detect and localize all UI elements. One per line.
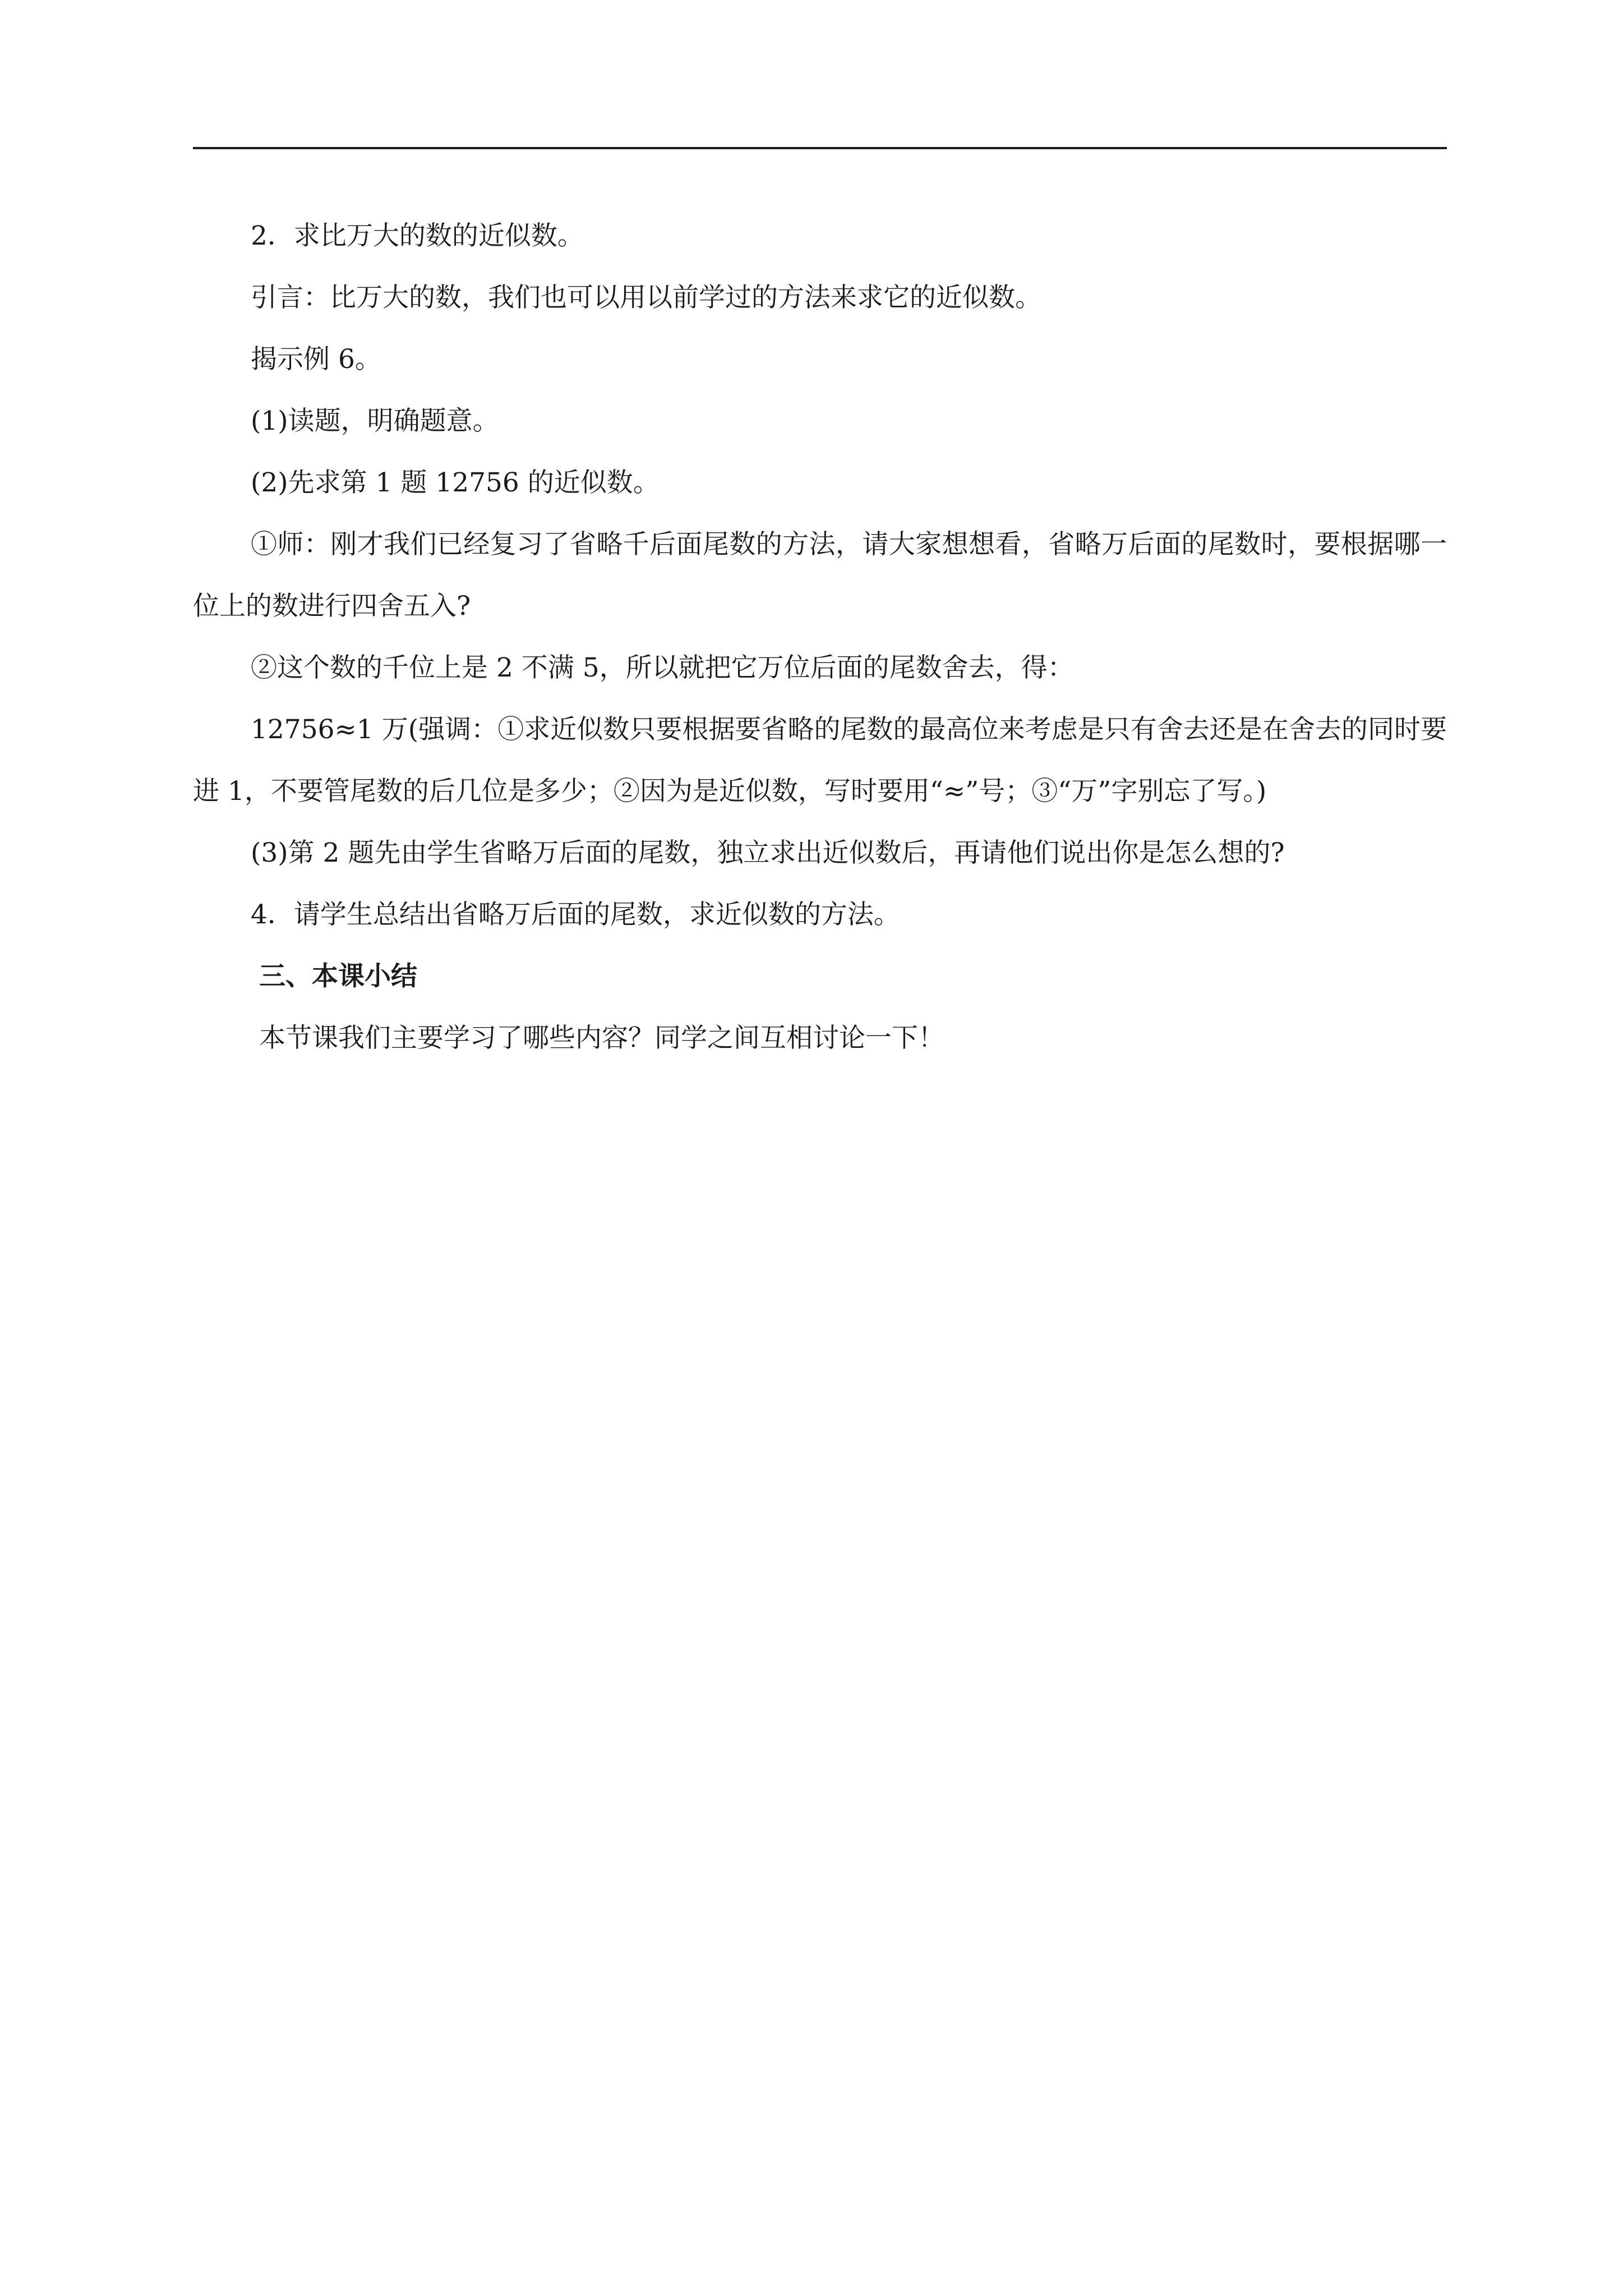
paragraph-approximation-emphasis: 12756≈1 万(强调：①求近似数只要根据要省略的尾数的最高位来考虑是只有舍去还是在舍去的同时要进 1，不要管尾数的后几位是多少；②因为是近似数，写时要用“≈”号；③“万”字别忘了写。) — [193, 714, 1447, 807]
section-heading-summary: 三、本课小结 — [259, 961, 417, 992]
paragraph-example-6: 揭示例 6。 — [251, 344, 381, 375]
paragraph-teacher-question: ①师：刚才我们已经复习了省略千后面尾数的方法，请大家想想看，省略万后面的尾数时，要根据哪一位上的数进行四舍五入? — [193, 529, 1447, 622]
paragraph-step-1: (1)读题，明确题意。 — [251, 406, 499, 436]
paragraph-task-2: 2．求比万大的数的近似数。 — [251, 220, 584, 251]
paragraph-thousands-digit: ②这个数的千位上是 2 不满 5，所以就把它万位后面的尾数舍去，得： — [251, 652, 1074, 683]
document-body — [193, 205, 1447, 1069]
paragraph-step-2: (2)先求第 1 题 12756 的近似数。 — [251, 467, 660, 498]
paragraph-task-4: 4．请学生总结出省略万后面的尾数，求近似数的方法。 — [251, 899, 900, 930]
paragraph-closing: 本节课我们主要学习了哪些内容？同学之间互相讨论一下！ — [259, 1023, 944, 1053]
paragraph-step-3: (3)第 2 题先由学生省略万后面的尾数，独立求出近似数后，再请他们说出你是怎么想的? — [251, 838, 1285, 868]
header-divider — [193, 147, 1447, 149]
paragraph-introduction: 引言：比万大的数，我们也可以用以前学过的方法来求它的近似数。 — [251, 282, 1041, 313]
